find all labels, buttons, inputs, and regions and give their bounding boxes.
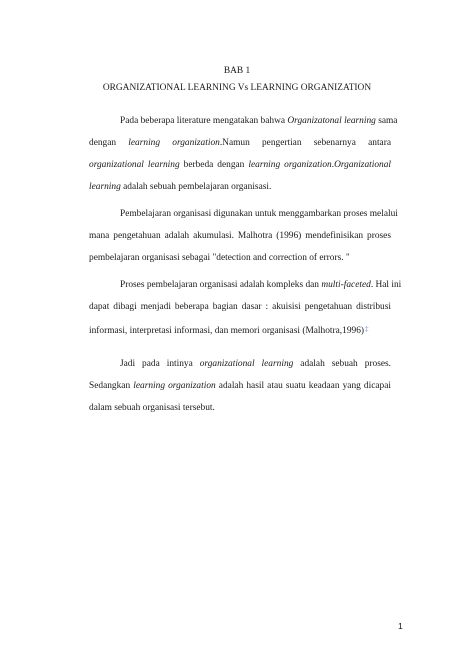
text-line [89,154,391,176]
text-line [89,375,391,397]
text-line [89,225,391,247]
paragraph-3 [89,274,402,340]
text-run: berbeda dengan [179,160,249,170]
text-line [89,203,398,225]
text-run: Pembelajaran organisasi digunakan untuk menggambarkan proses melalui [120,209,398,219]
text-line [89,247,391,269]
italic-term: Organizational [334,160,392,170]
text-line [89,318,391,340]
text-line [89,110,398,132]
text-run: adalah hasil atau suatu keadaan yang dicapai [215,381,392,391]
page-number: 1 [398,621,403,631]
text-run: mana pengetahuan adalah akumulasi. Malhotra (1996) mendefinisikan proses [89,231,391,241]
text-line [89,353,391,375]
text-run: Sedangkan [89,381,134,391]
paragraph-4 [89,353,391,419]
italic-term: Organizatonal learning [287,116,376,126]
italic-term: learning organization [133,381,216,391]
paragraph-2 [89,203,398,269]
text-run: dapat dibagi menjadi beberapa bagian dasar : akuisisi pengetahuan distribusi [89,302,391,312]
text-line [89,132,391,154]
text-run: . [331,160,335,170]
text-run: informasi, interpretasi informasi, dan memori organisasi (Malhotra,1996) [89,326,365,336]
text-run: Pada beberapa literature mengatakan bahwa [120,116,288,126]
text-run: dalam sebuah organisasi tersebut. [89,403,215,413]
text-run: .Namun pengertian sebenarnya antara [219,138,391,148]
text-line [89,296,391,318]
text-run: Jadi pada intinya [120,359,200,369]
italic-term: organizational learning [89,160,180,170]
text-run: sama [375,116,398,126]
document-title: ORGANIZATIONAL LEARNING Vs LEARNING ORGANIZATION [102,83,372,93]
text-run: adalah sebuah proses. [293,359,392,369]
paragraph-1 [89,110,398,198]
text-line [89,274,402,296]
italic-term: learning [89,182,121,192]
italic-term: learning organization [128,138,220,148]
text-line [89,397,391,419]
text-line [89,176,391,198]
chapter-heading: BAB 1 [223,66,251,76]
text-run: pembelajaran organisasi sebagai "detection and correction of errors. " [89,253,350,263]
text-run: . Hal ini [370,280,402,290]
text-run: Proses pembelajaran organisasi adalah kompleks dan [120,280,322,290]
italic-term: learning organization [248,160,332,170]
citation-marker-icon[interactable]: ‡ [365,325,369,333]
italic-term: organizational learning [199,359,294,369]
text-run: dengan [89,138,129,148]
text-run: adalah sebuah pembelajaran organisasi. [120,182,272,192]
italic-term: multi-faceted [321,280,371,290]
